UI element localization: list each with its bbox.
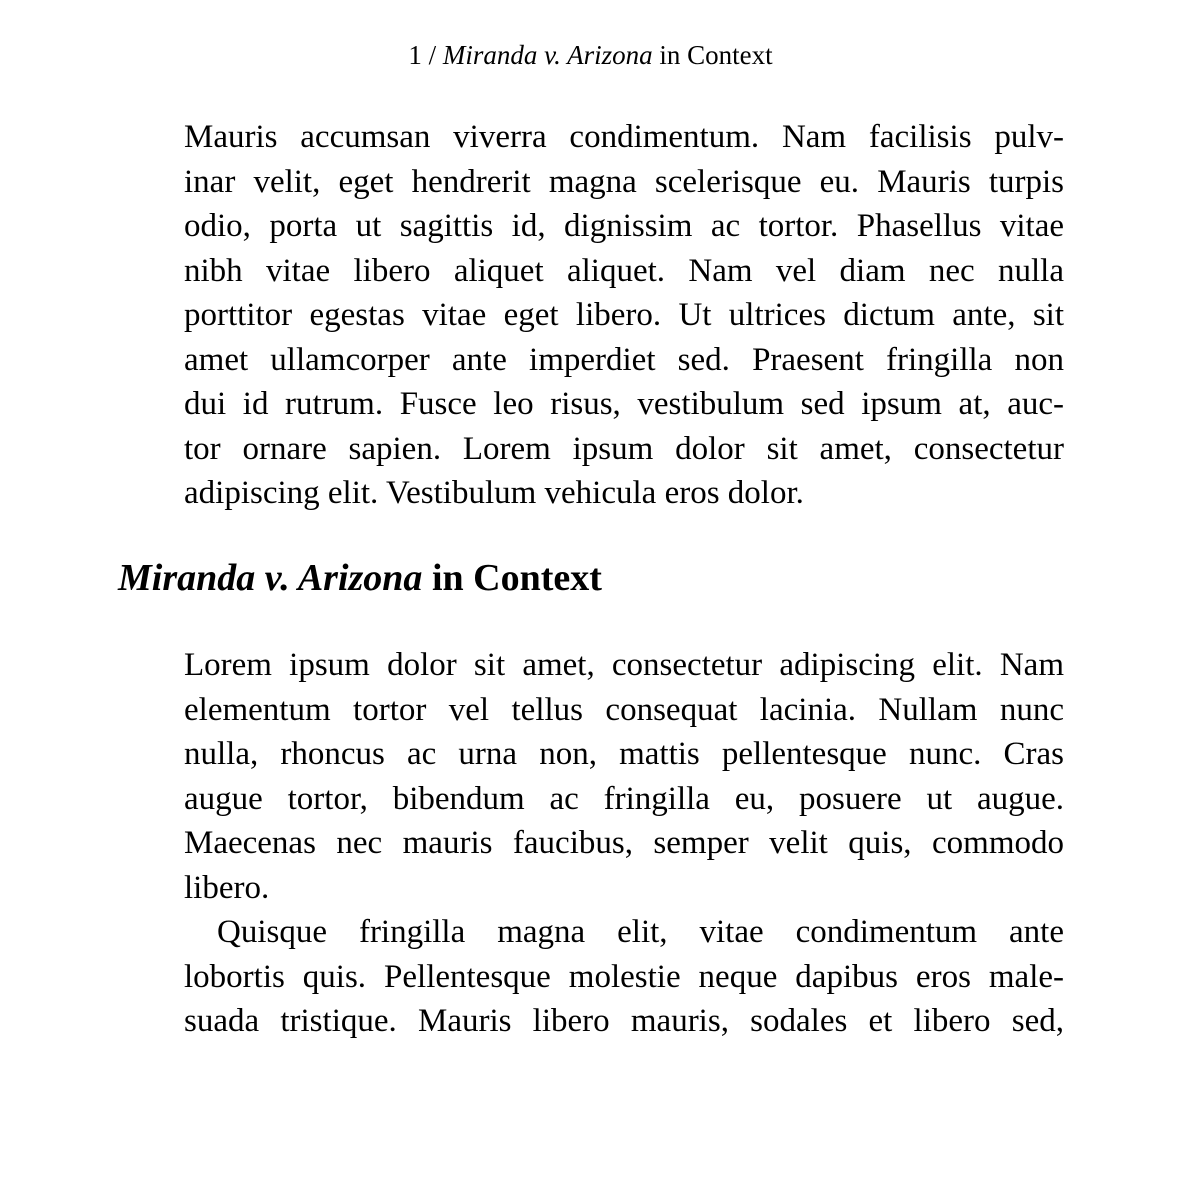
- text-line: suada tristique. Mauris libero mauris, sodales et libero sed,: [184, 1003, 1064, 1039]
- text-line: Maecenas nec mauris faucibus, semper velit quis, commodo: [184, 825, 1064, 861]
- text-line: Quisque fringilla magna elit, vitae condimentum ante: [217, 914, 1064, 950]
- paragraph-2: [184, 643, 1064, 910]
- text-line: nulla, rhoncus ac urna non, mattis pellentesque nunc. Cras: [184, 736, 1064, 772]
- text-line: odio, porta ut sagittis id, dignissim ac tortor. Phasellus vitae: [184, 208, 1064, 244]
- text-line: libero.: [184, 869, 270, 906]
- text-line: elementum tortor vel tellus consequat lacinia. Nullam nunc: [184, 691, 1064, 728]
- text-line: tor ornare sapien. Lorem ipsum dolor sit amet, consectetur: [184, 430, 1064, 467]
- paragraph-1: [184, 115, 1064, 516]
- text-line: inar velit, eget hendrerit magna scelerisque eu. Mauris turpis: [184, 163, 1064, 200]
- section-heading-case-title: Miranda v. Arizona: [118, 557, 423, 599]
- text-line: Mauris accumsan viverra condimentum. Nam facilisis pulv-: [184, 119, 1064, 155]
- paragraph-3: [184, 910, 1064, 1044]
- text-line: lobortis quis. Pellentesque molestie neque dapibus eros male-: [184, 958, 1064, 995]
- text-line: Lorem ipsum dolor sit amet, consectetur adipiscing elit. Nam: [184, 647, 1064, 683]
- section-heading-suffix: in Context: [422, 557, 602, 599]
- text-line: amet ullamcorper ante imperdiet sed. Praesent fringilla non: [184, 341, 1064, 378]
- text-line: augue tortor, bibendum ac fringilla eu, posuere ut augue.: [184, 780, 1064, 817]
- running-header-page-number: 1 /: [408, 40, 443, 70]
- text-line: porttitor egestas vitae eget libero. Ut ultrices dictum ante, sit: [184, 297, 1064, 333]
- text-line: dui id rutrum. Fusce leo risus, vestibulum sed ipsum at, auc-: [184, 386, 1064, 422]
- text-line: adipiscing elit. Vestibulum vehicula eros dolor.: [184, 475, 804, 511]
- running-header-case-title: Miranda v. Arizona: [442, 40, 653, 70]
- running-header-suffix: in Context: [652, 40, 773, 70]
- running-header: [0, 39, 1181, 71]
- text-line: nibh vitae libero aliquet aliquet. Nam vel diam nec nulla: [184, 252, 1064, 289]
- section-heading: [118, 559, 602, 597]
